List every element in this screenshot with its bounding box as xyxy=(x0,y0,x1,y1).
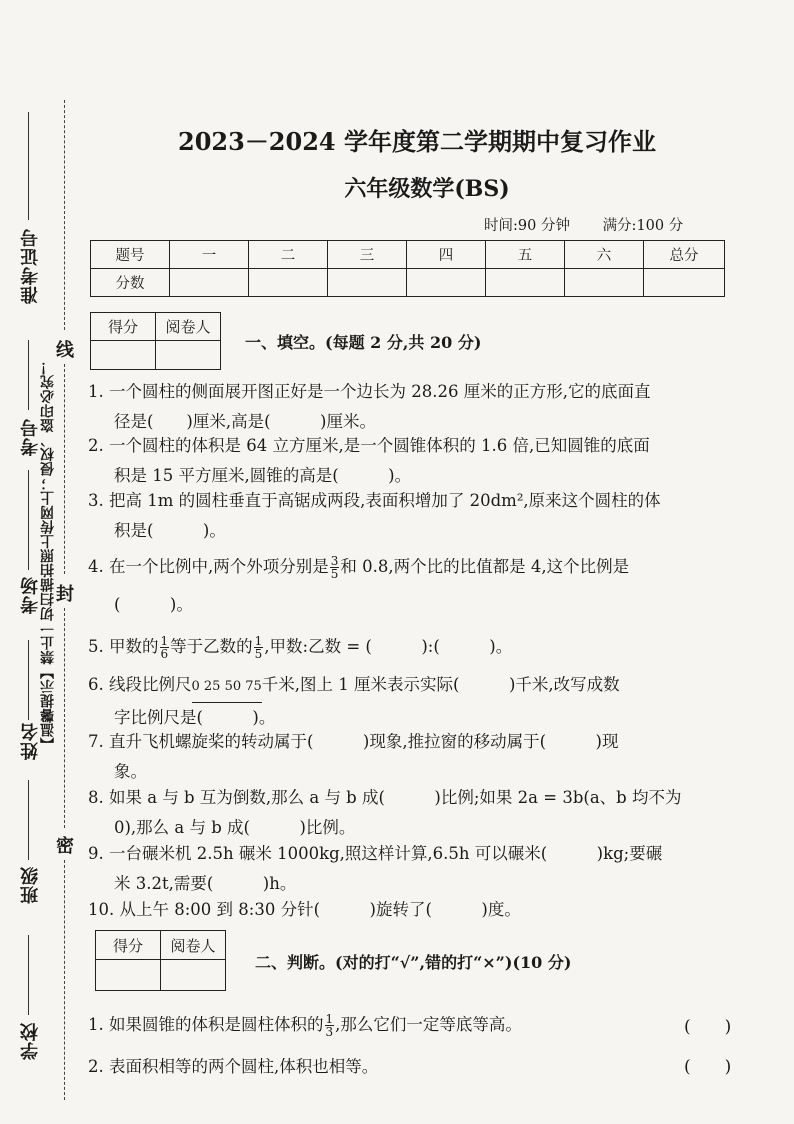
question-8-line1: 8. 如果 a 与 b 互为倒数,那么 a 与 b 成( )比例;如果 2a = 3b(a、b 均不为 xyxy=(88,788,682,807)
judge-answer-bracket-1[interactable]: ( ) xyxy=(684,1017,732,1037)
seal-dash-2 xyxy=(64,364,65,574)
grader-score-cell[interactable] xyxy=(91,341,156,370)
question-1 xyxy=(88,377,738,437)
score-header-cell: 题号 xyxy=(91,241,170,269)
grader-name-cell[interactable] xyxy=(156,341,221,370)
judge-answer-bracket-2[interactable]: ( ) xyxy=(684,1057,732,1077)
school-line xyxy=(28,935,29,1015)
binding-strip xyxy=(0,0,80,1124)
grader-box-2 xyxy=(95,930,226,991)
fraction xyxy=(330,555,340,580)
judge-question-1-text: 1. 如果圆锥的体积是圆柱体积的 xyxy=(88,1015,324,1034)
question-6 xyxy=(88,670,738,733)
exam-title: 2023－2024 学年度第二学期期中复习作业 xyxy=(178,127,656,156)
question-9-line2: 米 3.2t,需要( )h。 xyxy=(114,874,297,893)
grader-score-label: 得分 xyxy=(91,313,156,341)
judge-question-1 xyxy=(88,1010,738,1040)
question-3 xyxy=(88,486,738,546)
grader-name-label: 阅卷人 xyxy=(156,313,221,341)
question-8 xyxy=(88,783,738,843)
score-table xyxy=(90,240,725,297)
question-9 xyxy=(88,839,738,899)
score-cell[interactable] xyxy=(249,269,328,297)
fraction xyxy=(254,635,264,660)
exam-full-score: 满分:100 分 xyxy=(602,218,684,234)
exam-no-line xyxy=(28,340,29,410)
question-1-line2: 径是( )厘米,高是( )厘米。 xyxy=(114,412,376,431)
grader-name-label: 阅卷人 xyxy=(161,931,226,960)
fraction xyxy=(325,1013,335,1038)
binding-notice: 【温馨提示】禁止一切扫描拍照上传网上；侵权、盗印必究！ xyxy=(40,360,56,752)
score-header-cell: 五 xyxy=(486,241,565,269)
seal-mark-feng: 封 xyxy=(56,584,74,605)
question-4-line2: ( )。 xyxy=(114,595,193,614)
question-2 xyxy=(88,431,738,491)
exam-meta xyxy=(484,214,711,235)
score-header-cell: 二 xyxy=(249,241,328,269)
grader-score-cell[interactable] xyxy=(96,960,161,991)
fraction xyxy=(160,635,170,660)
score-row-label: 分数 xyxy=(91,269,170,297)
score-cell[interactable] xyxy=(407,269,486,297)
question-10: 10. 从上午 8:00 到 8:30 分针( )旋转了( )度。 xyxy=(88,900,521,919)
seal-mark-line: 线 xyxy=(56,340,74,361)
question-6-line1 xyxy=(88,670,738,703)
question-8-line2: 0),那么 a 与 b 成( )比例。 xyxy=(114,818,356,837)
fraction-numerator: 1 xyxy=(325,1012,334,1026)
fraction-denominator: 3 xyxy=(325,1025,334,1039)
question-6-text: 6. 线段比例尺 xyxy=(88,675,192,694)
question-5-text-3: ,甲数:乙数 = ( ):( )。 xyxy=(264,637,513,656)
exam-no-label: 考号 xyxy=(20,418,41,456)
score-header-cell: 四 xyxy=(407,241,486,269)
score-header-cell: 总分 xyxy=(644,241,725,269)
question-2-line2: 积是 15 平方厘米,圆锥的高是( )。 xyxy=(114,466,412,485)
seal-dash-3 xyxy=(64,608,65,828)
score-table-header-row xyxy=(91,241,725,269)
judge-question-2: 2. 表面积相等的两个圆柱,体积也相等。 xyxy=(88,1057,379,1076)
grader-score-label: 得分 xyxy=(96,931,161,960)
seal-mark-mi: 密 xyxy=(56,836,74,857)
fraction-numerator: 1 xyxy=(254,634,263,648)
exam-room-line xyxy=(28,470,29,570)
question-2-line1: 2. 一个圆柱的体积是 64 立方厘米,是一个圆锥体积的 1.6 倍,已知圆锥的底面 xyxy=(88,436,650,455)
score-cell[interactable] xyxy=(565,269,644,297)
fraction-denominator: 6 xyxy=(160,647,169,661)
question-5-text-2: 等于乙数的 xyxy=(170,637,253,656)
school-label: 学校 xyxy=(20,1022,41,1060)
seal-dash-4 xyxy=(64,860,65,1100)
fraction-denominator: 5 xyxy=(254,647,263,661)
exam-time: 时间:90 分钟 xyxy=(484,218,570,234)
score-cell[interactable] xyxy=(644,269,725,297)
question-3-line1: 3. 把高 1m 的圆柱垂直于高锯成两段,表面积增加了 20dm²,原来这个圆柱的体 xyxy=(88,491,661,510)
question-6-text-2: 千米,图上 1 厘米表示实际( )千米,改写成数 xyxy=(261,675,620,694)
question-1-line1: 1. 一个圆柱的侧面展开图正好是一个边长为 28.26 厘米的正方形,它的底面直 xyxy=(88,382,651,401)
name-label: 姓名 xyxy=(20,722,41,760)
question-4-line1 xyxy=(88,552,738,582)
section1-title: 一、填空。(每题 2 分,共 20 分) xyxy=(245,333,482,352)
grader-box-1 xyxy=(90,312,221,370)
question-3-line2: 积是( )。 xyxy=(114,521,226,540)
question-7-line2: 象。 xyxy=(114,762,147,781)
class-label: 班级 xyxy=(20,866,41,904)
score-table-value-row xyxy=(91,269,725,297)
exam-room-label: 考场 xyxy=(20,576,41,614)
question-4-text-2: 和 0.8,两个比的比值都是 4,这个比例是 xyxy=(340,557,630,576)
score-header-cell: 六 xyxy=(565,241,644,269)
fraction-numerator: 1 xyxy=(160,634,169,648)
judge-question-1-text-2: ,那么它们一定等底等高。 xyxy=(335,1015,522,1034)
admission-label: 准考证号 xyxy=(20,228,41,304)
question-4-text: 4. 在一个比例中,两个外项分别是 xyxy=(88,557,329,576)
fraction-numerator: 3 xyxy=(330,554,339,568)
score-cell[interactable] xyxy=(486,269,565,297)
scale-ruler: 0 25 50 75 xyxy=(192,672,262,703)
fraction-denominator: 5 xyxy=(330,567,339,581)
section2-title: 二、判断。(对的打“√”,错的打“×”)(10 分) xyxy=(255,953,572,972)
question-5 xyxy=(88,632,738,662)
question-7 xyxy=(88,727,738,787)
class-line xyxy=(28,780,29,860)
score-header-cell: 一 xyxy=(170,241,249,269)
question-7-line1: 7. 直升飞机螺旋桨的转动属于( )现象,推拉窗的移动属于( )现 xyxy=(88,732,619,751)
score-header-cell: 三 xyxy=(328,241,407,269)
score-cell[interactable] xyxy=(328,269,407,297)
exam-subtitle: 六年级数学(BS) xyxy=(344,176,510,202)
name-line xyxy=(28,640,29,720)
grader-name-cell[interactable] xyxy=(161,960,226,991)
question-5-text: 5. 甲数的 xyxy=(88,637,159,656)
question-6-line2: 字比例尺是( )。 xyxy=(114,708,276,727)
question-9-line1: 9. 一台碾米机 2.5h 碾米 1000kg,照这样计算,6.5h 可以碾米( )kg;要碾 xyxy=(88,844,663,863)
score-cell[interactable] xyxy=(170,269,249,297)
question-4 xyxy=(88,552,738,620)
